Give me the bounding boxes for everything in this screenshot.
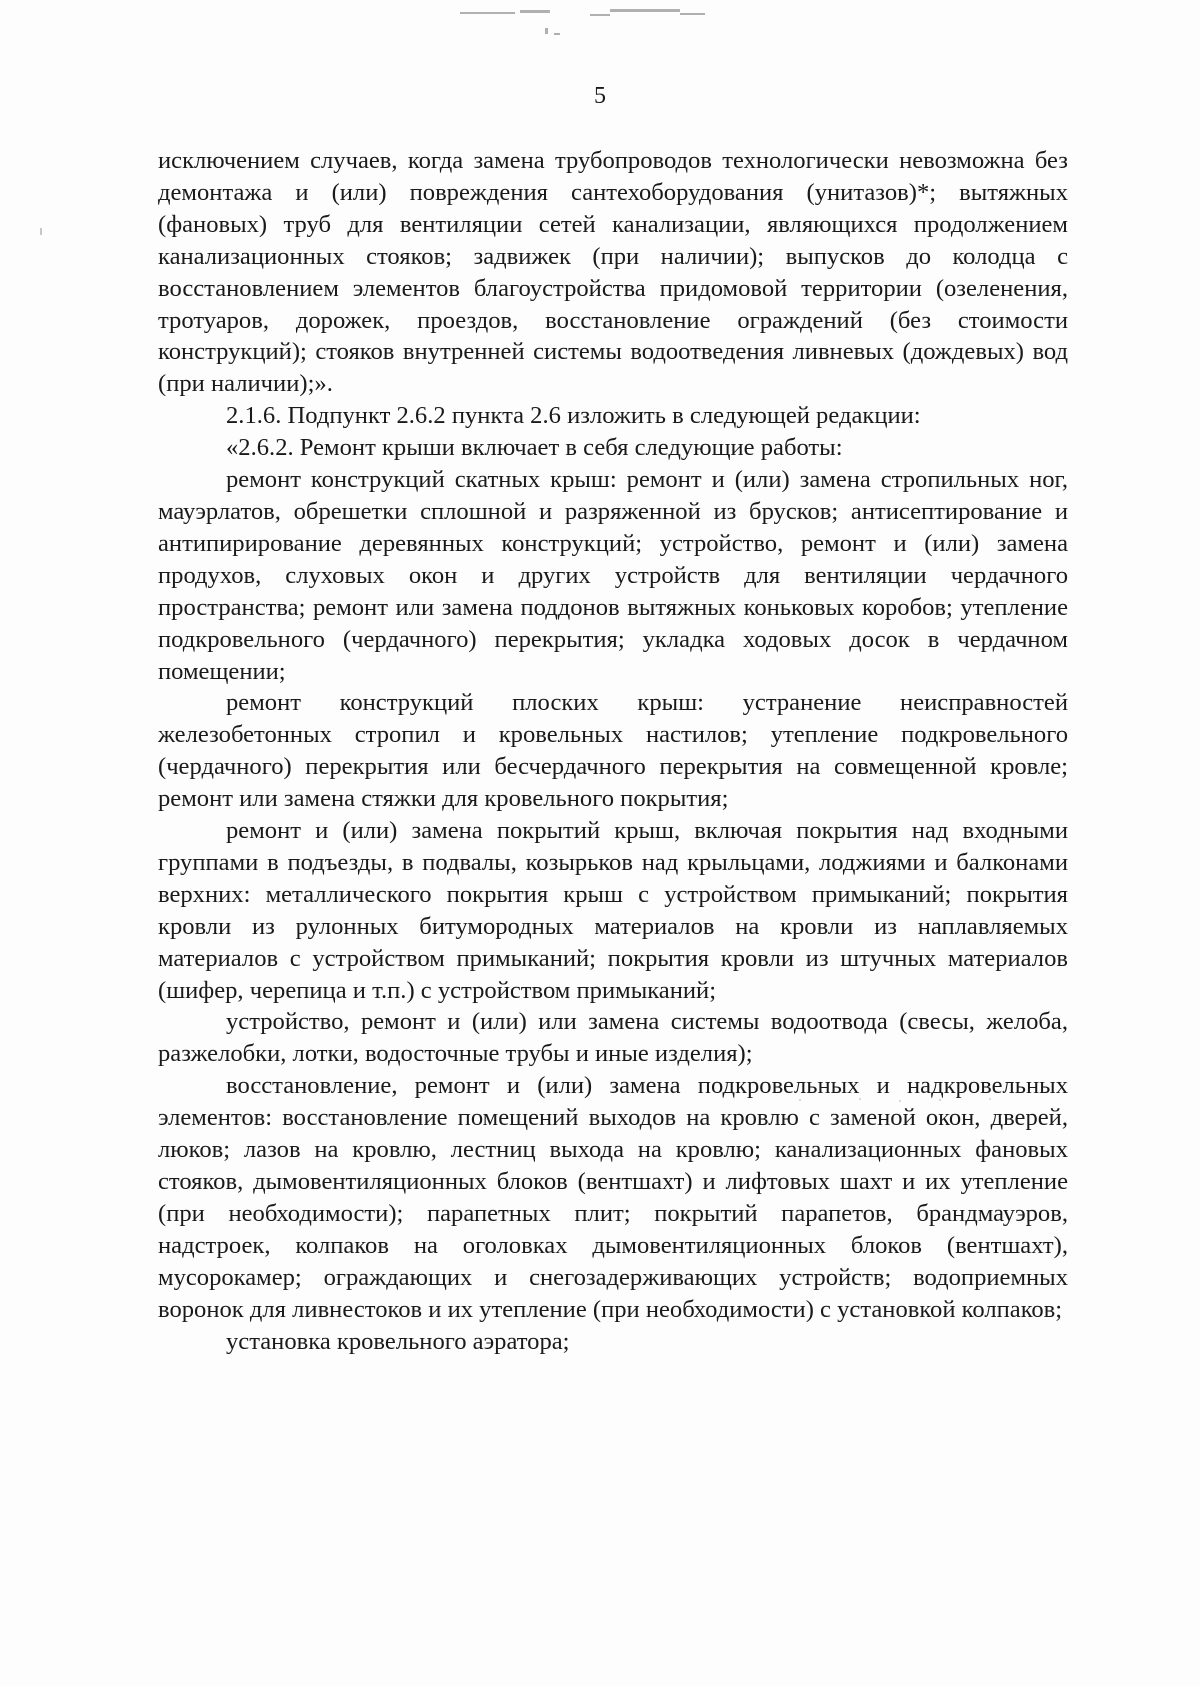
document-body (158, 145, 1068, 1357)
page-number: 5 (594, 83, 606, 109)
scan-artifact (440, 0, 760, 45)
scan-margin-mark (36, 225, 46, 239)
paragraph-amendment-2-1-6: 2.1.6. Подпункт 2.6.2 пункта 2.6 изложить в следующей редакции: (226, 402, 921, 430)
paragraph-drainage-system: устройство, ремонт и (или) или замена системы водоотвода (свесы, желоба, разжелобки, лотки, водосточные трубы и иные изделия); (158, 1008, 1068, 1068)
paragraph-pitched-roofs: ремонт конструкций скатных крыш: ремонт и (или) замена стропильных ног, мауэрлатов, обрешетки сплошной и разряженной из брусков; антисептирование и антипирирование деревянных конструкций; устройство, ремонт и (или) замена продухов, слуховых окон и других устройств для вентиляции чердачного пространства; ремонт или замена поддонов вытяжных коньковых коробов; утепление подкровельного (чердачного) перекрытия; укладка ходовых досок в чердачном помещении; (158, 466, 1068, 685)
paragraph-roof-aerator: установка кровельного аэратора; (226, 1327, 570, 1355)
paragraph-roof-elements: восстановление, ремонт и (или) замена подкровельных и надкровельных элементов: восстановление помещений выходов на кровлю с заменой окон, дверей, люков; лазов на кровлю, лестниц выхода на кровлю; канализационных фановых стояков, дымовентиляционных блоков (вентшахт) и лифтовых шахт и их утепление (при необходимости); парапетных плит; покрытий парапетов, брандмауэров, надстроек, колпаков на оголовках дымовентиляционных блоков (вентшахт), мусорокамер; ограждающих и снегозадерживающих устройств; водоприемных воронок для ливнестоков и их утепление (при необходимости) с установкой колпаков; (158, 1072, 1068, 1323)
paragraph-2-6-2-heading: «2.6.2. Ремонт крыши включает в себя следующие работы: (226, 434, 843, 462)
paragraph-roof-coverings: ремонт и (или) замена покрытий крыш, включая покрытия над входными группами в подъезды, в подвалы, козырьков над крыльцами, лоджиями и балконами верхних: металлического покрытия крыш с устройством примыканий; покрытия кровли из рулонных битумородных материалов на кровли из наплавляемых материалов с устройством примыканий; покрытия кровли из штучных материалов (шифер, черепица и т.п.) с устройством примыканий; (158, 817, 1068, 1004)
paragraph-continuation: исключением случаев, когда замена трубопроводов технологически невозможна без демонтажа и (или) повреждения сантехоборудования (унитазов)*; вытяжных (фановых) труб для вентиляции сетей канализации, являющихся продолжением канализационных стояков; задвижек (при наличии); выпусков до колодца с восстановлением элементов благоустройства придомовой территории (озеленения, тротуаров, дорожек, проездов, восстановление ограждений (без стоимости конструкций); стояков внутренней системы водоотведения ливневых (дождевых) вод (при наличии);». (158, 147, 1068, 398)
scan-dots (790, 1090, 1030, 1110)
paragraph-flat-roofs: ремонт конструкций плоских крыш: устранение неисправностей железобетонных стропил и кровельных настилов; утепление подкровельного (чердачного) перекрытия или бесчердачного перекрытия на совмещенной кровле; ремонт или замена стяжки для кровельного покрытия; (158, 689, 1068, 813)
